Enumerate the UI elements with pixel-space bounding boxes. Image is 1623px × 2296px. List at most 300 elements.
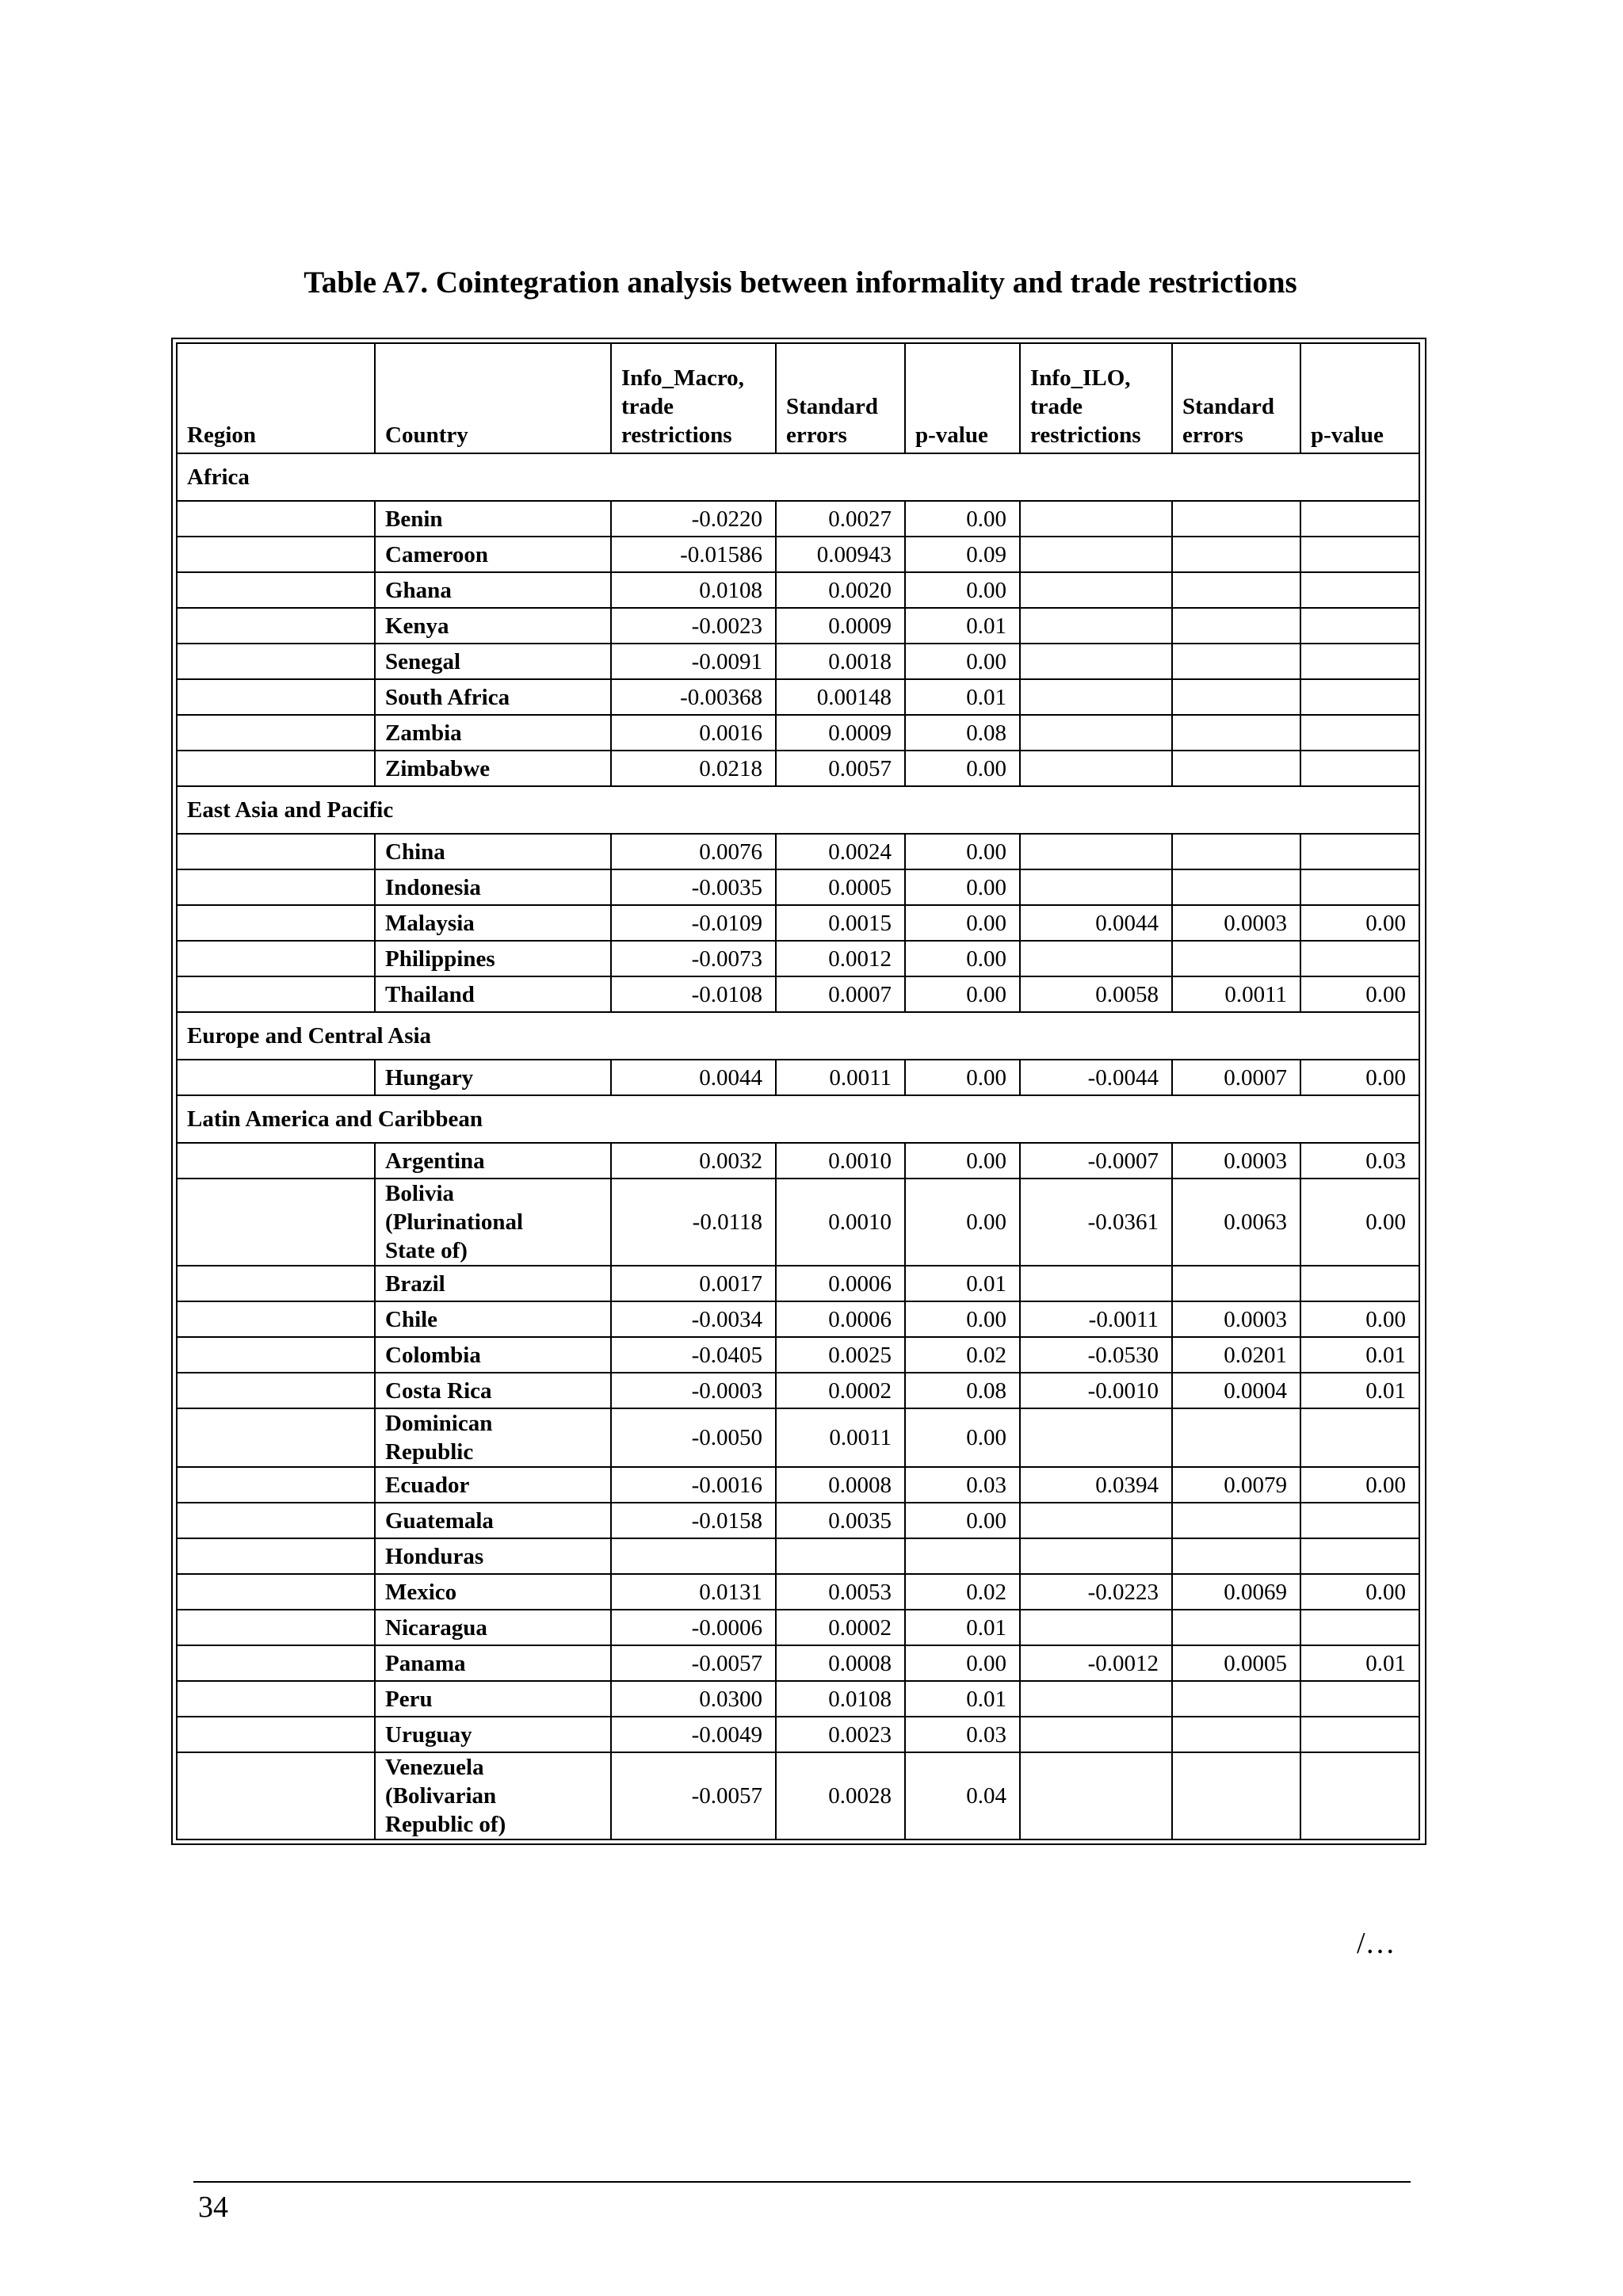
info-ilo-cell: -0.0010 bbox=[1020, 1373, 1172, 1408]
region-cell bbox=[177, 1179, 375, 1266]
country-name-line: Thailand bbox=[385, 981, 475, 1007]
p-value-macro-cell: 0.00 bbox=[905, 1503, 1020, 1538]
country-name-line: Chile bbox=[385, 1306, 438, 1332]
country-cell bbox=[375, 1681, 611, 1717]
country-name-line: Brazil bbox=[385, 1270, 445, 1297]
info-ilo-cell: 0.0058 bbox=[1020, 976, 1172, 1012]
standard-errors-ilo-cell: 0.0069 bbox=[1172, 1574, 1300, 1610]
standard-errors-macro-cell: 0.0008 bbox=[776, 1467, 905, 1503]
standard-errors-macro-cell: 0.0011 bbox=[776, 1060, 905, 1095]
p-value-ilo-cell bbox=[1300, 537, 1419, 572]
info-ilo-cell: 0.0044 bbox=[1020, 905, 1172, 941]
p-value-ilo-cell bbox=[1300, 1266, 1419, 1301]
p-value-ilo-cell: 0.00 bbox=[1300, 1467, 1419, 1503]
standard-errors-ilo-cell bbox=[1172, 1408, 1300, 1467]
p-value-macro-cell: 0.00 bbox=[905, 869, 1020, 905]
header-region: Region bbox=[177, 343, 375, 453]
region-cell bbox=[177, 976, 375, 1012]
country-name-line: Benin bbox=[385, 506, 443, 532]
info-ilo-cell bbox=[1020, 1266, 1172, 1301]
country-cell bbox=[375, 1408, 611, 1467]
info-macro-cell: -0.0158 bbox=[611, 1503, 776, 1538]
table-body bbox=[177, 453, 1419, 1839]
table-row bbox=[177, 1717, 1419, 1752]
country-name-line: Bolivia bbox=[385, 1181, 455, 1206]
table-row bbox=[177, 501, 1419, 537]
p-value-macro-cell: 0.00 bbox=[905, 1645, 1020, 1681]
p-value-macro-cell: 0.04 bbox=[905, 1752, 1020, 1839]
info-macro-cell: 0.0218 bbox=[611, 751, 776, 786]
standard-errors-macro-cell: 0.0053 bbox=[776, 1574, 905, 1610]
header-country: Country bbox=[375, 343, 611, 453]
table-row bbox=[177, 1645, 1419, 1681]
info-ilo-cell: -0.0012 bbox=[1020, 1645, 1172, 1681]
region-cell bbox=[177, 1503, 375, 1538]
p-value-macro-cell: 0.09 bbox=[905, 537, 1020, 572]
info-ilo-cell: -0.0007 bbox=[1020, 1143, 1172, 1179]
region-cell bbox=[177, 834, 375, 869]
p-value-macro-cell: 0.00 bbox=[905, 501, 1020, 537]
country-name-line: Venezuela bbox=[385, 1755, 484, 1780]
country-name-line: Peru bbox=[385, 1686, 433, 1712]
p-value-macro-cell: 0.01 bbox=[905, 1266, 1020, 1301]
standard-errors-macro-cell: 0.00943 bbox=[776, 537, 905, 572]
standard-errors-ilo-cell bbox=[1172, 834, 1300, 869]
country-cell bbox=[375, 1143, 611, 1179]
table-row bbox=[177, 834, 1419, 869]
p-value-macro-cell: 0.00 bbox=[905, 976, 1020, 1012]
table-row bbox=[177, 572, 1419, 608]
info-macro-cell: -0.00368 bbox=[611, 679, 776, 715]
country-name-line: Kenya bbox=[385, 613, 449, 639]
country-name-line: Hungary bbox=[385, 1064, 474, 1091]
info-macro-cell: -0.0109 bbox=[611, 905, 776, 941]
standard-errors-ilo-cell bbox=[1172, 1752, 1300, 1839]
standard-errors-macro-cell: 0.0006 bbox=[776, 1301, 905, 1337]
standard-errors-ilo-cell: 0.0003 bbox=[1172, 1143, 1300, 1179]
country-name-line: (Plurinational bbox=[385, 1209, 524, 1235]
info-macro-cell: 0.0131 bbox=[611, 1574, 776, 1610]
standard-errors-macro-cell: 0.0108 bbox=[776, 1681, 905, 1717]
table-row bbox=[177, 679, 1419, 715]
region-cell bbox=[177, 1301, 375, 1337]
p-value-ilo-cell: 0.03 bbox=[1300, 1143, 1419, 1179]
p-value-macro-cell: 0.08 bbox=[905, 1373, 1020, 1408]
country-name-line: Honduras bbox=[385, 1543, 484, 1569]
info-macro-cell: -0.0006 bbox=[611, 1610, 776, 1645]
country-name-line: Ecuador bbox=[385, 1472, 470, 1498]
p-value-ilo-cell bbox=[1300, 644, 1419, 679]
region-row bbox=[177, 1095, 1419, 1143]
standard-errors-macro-cell: 0.0023 bbox=[776, 1717, 905, 1752]
p-value-macro-cell: 0.00 bbox=[905, 1179, 1020, 1266]
info-ilo-cell bbox=[1020, 1610, 1172, 1645]
table-row bbox=[177, 1467, 1419, 1503]
standard-errors-macro-cell: 0.0018 bbox=[776, 644, 905, 679]
table-row bbox=[177, 644, 1419, 679]
country-name-line: Guatemala bbox=[385, 1507, 494, 1534]
p-value-ilo-cell bbox=[1300, 1752, 1419, 1839]
header-info-macro: Info_Macro, trade restrictions bbox=[611, 343, 776, 453]
region-cell bbox=[177, 1574, 375, 1610]
p-value-macro-cell: 0.03 bbox=[905, 1467, 1020, 1503]
region-label: Europe and Central Asia bbox=[177, 1012, 1419, 1060]
p-value-macro-cell: 0.02 bbox=[905, 1337, 1020, 1373]
info-ilo-cell bbox=[1020, 834, 1172, 869]
standard-errors-macro-cell: 0.0010 bbox=[776, 1179, 905, 1266]
region-cell bbox=[177, 1373, 375, 1408]
region-cell bbox=[177, 905, 375, 941]
table-row bbox=[177, 1337, 1419, 1373]
country-cell bbox=[375, 1373, 611, 1408]
p-value-ilo-cell bbox=[1300, 608, 1419, 644]
p-value-macro-cell: 0.00 bbox=[905, 1408, 1020, 1467]
standard-errors-macro-cell: 0.0005 bbox=[776, 869, 905, 905]
info-macro-cell: -0.0073 bbox=[611, 941, 776, 976]
standard-errors-ilo-cell bbox=[1172, 644, 1300, 679]
table-row bbox=[177, 1060, 1419, 1095]
table-row bbox=[177, 1574, 1419, 1610]
header-p-value-macro: p-value bbox=[905, 343, 1020, 453]
info-macro-cell: -0.0023 bbox=[611, 608, 776, 644]
table-row bbox=[177, 1538, 1419, 1574]
p-value-ilo-cell bbox=[1300, 1538, 1419, 1574]
table-frame bbox=[171, 338, 1426, 1845]
standard-errors-macro-cell: 0.0027 bbox=[776, 501, 905, 537]
standard-errors-macro-cell: 0.00148 bbox=[776, 679, 905, 715]
region-cell bbox=[177, 537, 375, 572]
info-macro-cell: -0.0057 bbox=[611, 1645, 776, 1681]
info-ilo-cell bbox=[1020, 1538, 1172, 1574]
country-cell bbox=[375, 537, 611, 572]
info-macro-cell: 0.0108 bbox=[611, 572, 776, 608]
region-cell bbox=[177, 1143, 375, 1179]
table-title: Table A7. Cointegration analysis between informality and trade restrictions bbox=[304, 266, 1297, 300]
region-cell bbox=[177, 1610, 375, 1645]
p-value-ilo-cell bbox=[1300, 715, 1419, 751]
country-name-line: Mexico bbox=[385, 1579, 457, 1605]
standard-errors-ilo-cell bbox=[1172, 715, 1300, 751]
region-label: Africa bbox=[177, 453, 1419, 501]
country-cell bbox=[375, 501, 611, 537]
country-name-line: Republic bbox=[385, 1439, 474, 1465]
region-row bbox=[177, 786, 1419, 834]
info-macro-cell: -0.0034 bbox=[611, 1301, 776, 1337]
info-ilo-cell: 0.0394 bbox=[1020, 1467, 1172, 1503]
region-cell bbox=[177, 1538, 375, 1574]
country-cell bbox=[375, 1467, 611, 1503]
info-ilo-cell: -0.0044 bbox=[1020, 1060, 1172, 1095]
info-macro-cell: -0.0091 bbox=[611, 644, 776, 679]
country-name-line: Nicaragua bbox=[385, 1614, 487, 1641]
p-value-macro-cell: 0.00 bbox=[905, 644, 1020, 679]
country-cell bbox=[375, 1752, 611, 1839]
p-value-macro-cell: 0.00 bbox=[905, 1060, 1020, 1095]
country-cell bbox=[375, 1717, 611, 1752]
info-macro-cell: -0.0016 bbox=[611, 1467, 776, 1503]
info-macro-cell: -0.0220 bbox=[611, 501, 776, 537]
p-value-ilo-cell: 0.01 bbox=[1300, 1337, 1419, 1373]
country-cell bbox=[375, 715, 611, 751]
header-standard-errors-ilo: Standard errors bbox=[1172, 343, 1300, 453]
table-row bbox=[177, 751, 1419, 786]
country-name-line: Argentina bbox=[385, 1148, 485, 1174]
p-value-macro-cell: 0.02 bbox=[905, 1574, 1020, 1610]
p-value-macro-cell: 0.01 bbox=[905, 608, 1020, 644]
standard-errors-macro-cell: 0.0028 bbox=[776, 1752, 905, 1839]
info-macro-cell: -0.0050 bbox=[611, 1408, 776, 1467]
country-name-line: (Bolivarian bbox=[385, 1783, 497, 1809]
p-value-ilo-cell bbox=[1300, 834, 1419, 869]
info-macro-cell: -0.0049 bbox=[611, 1717, 776, 1752]
table-row bbox=[177, 715, 1419, 751]
region-cell bbox=[177, 1408, 375, 1467]
standard-errors-macro-cell: 0.0020 bbox=[776, 572, 905, 608]
standard-errors-ilo-cell: 0.0079 bbox=[1172, 1467, 1300, 1503]
info-macro-cell: -0.0118 bbox=[611, 1179, 776, 1266]
region-cell bbox=[177, 1060, 375, 1095]
table-row bbox=[177, 537, 1419, 572]
p-value-macro-cell: 0.00 bbox=[905, 572, 1020, 608]
country-cell bbox=[375, 1574, 611, 1610]
country-cell bbox=[375, 1538, 611, 1574]
header-info-ilo: Info_ILO, trade restrictions bbox=[1020, 343, 1172, 453]
country-cell bbox=[375, 976, 611, 1012]
country-name-line: Colombia bbox=[385, 1342, 481, 1368]
p-value-macro-cell: 0.00 bbox=[905, 1143, 1020, 1179]
p-value-macro-cell: 0.00 bbox=[905, 834, 1020, 869]
info-ilo-cell bbox=[1020, 1752, 1172, 1839]
standard-errors-macro-cell: 0.0007 bbox=[776, 976, 905, 1012]
region-cell bbox=[177, 1717, 375, 1752]
info-ilo-cell bbox=[1020, 608, 1172, 644]
region-cell bbox=[177, 501, 375, 537]
p-value-macro-cell: 0.00 bbox=[905, 1301, 1020, 1337]
standard-errors-ilo-cell: 0.0011 bbox=[1172, 976, 1300, 1012]
info-macro-cell: -0.0003 bbox=[611, 1373, 776, 1408]
standard-errors-macro-cell bbox=[776, 1538, 905, 1574]
info-macro-cell: 0.0017 bbox=[611, 1266, 776, 1301]
country-name-line: Republic of) bbox=[385, 1812, 506, 1837]
standard-errors-ilo-cell: 0.0007 bbox=[1172, 1060, 1300, 1095]
p-value-ilo-cell bbox=[1300, 751, 1419, 786]
info-ilo-cell bbox=[1020, 501, 1172, 537]
standard-errors-ilo-cell: 0.0063 bbox=[1172, 1179, 1300, 1266]
header-row bbox=[177, 343, 1419, 453]
p-value-ilo-cell bbox=[1300, 1503, 1419, 1538]
region-cell bbox=[177, 1467, 375, 1503]
country-cell bbox=[375, 1060, 611, 1095]
p-value-ilo-cell: 0.00 bbox=[1300, 976, 1419, 1012]
info-macro-cell: 0.0016 bbox=[611, 715, 776, 751]
standard-errors-macro-cell: 0.0009 bbox=[776, 715, 905, 751]
table-row bbox=[177, 1610, 1419, 1645]
p-value-ilo-cell bbox=[1300, 1408, 1419, 1467]
country-name-line: Uruguay bbox=[385, 1721, 472, 1748]
p-value-ilo-cell: 0.00 bbox=[1300, 1574, 1419, 1610]
table-row bbox=[177, 1503, 1419, 1538]
info-ilo-cell bbox=[1020, 572, 1172, 608]
country-cell bbox=[375, 834, 611, 869]
region-cell bbox=[177, 1645, 375, 1681]
table-row bbox=[177, 1179, 1419, 1266]
country-name-line: Ghana bbox=[385, 577, 452, 603]
standard-errors-ilo-cell bbox=[1172, 1538, 1300, 1574]
country-cell bbox=[375, 1503, 611, 1538]
p-value-ilo-cell bbox=[1300, 1610, 1419, 1645]
info-macro-cell: 0.0044 bbox=[611, 1060, 776, 1095]
standard-errors-ilo-cell: 0.0004 bbox=[1172, 1373, 1300, 1408]
info-ilo-cell bbox=[1020, 751, 1172, 786]
region-cell bbox=[177, 869, 375, 905]
cointegration-table bbox=[176, 342, 1420, 1840]
country-cell bbox=[375, 1645, 611, 1681]
country-cell bbox=[375, 905, 611, 941]
standard-errors-ilo-cell: 0.0201 bbox=[1172, 1337, 1300, 1373]
p-value-macro-cell: 0.01 bbox=[905, 1610, 1020, 1645]
standard-errors-ilo-cell: 0.0003 bbox=[1172, 905, 1300, 941]
info-macro-cell: 0.0076 bbox=[611, 834, 776, 869]
info-ilo-cell bbox=[1020, 1408, 1172, 1467]
country-name-line: Costa Rica bbox=[385, 1377, 492, 1404]
country-name-line: Malaysia bbox=[385, 910, 475, 936]
p-value-ilo-cell: 0.00 bbox=[1300, 905, 1419, 941]
footer-rule bbox=[193, 2181, 1411, 2183]
table-row bbox=[177, 1752, 1419, 1839]
p-value-macro-cell: 0.00 bbox=[905, 941, 1020, 976]
standard-errors-ilo-cell bbox=[1172, 1717, 1300, 1752]
region-cell bbox=[177, 644, 375, 679]
p-value-ilo-cell: 0.01 bbox=[1300, 1373, 1419, 1408]
country-cell bbox=[375, 679, 611, 715]
country-name-line: Cameroon bbox=[385, 541, 488, 567]
region-cell bbox=[177, 572, 375, 608]
header-standard-errors-macro: Standard errors bbox=[776, 343, 905, 453]
info-macro-cell: 0.0300 bbox=[611, 1681, 776, 1717]
table-row bbox=[177, 976, 1419, 1012]
country-cell bbox=[375, 1301, 611, 1337]
p-value-ilo-cell: 0.00 bbox=[1300, 1301, 1419, 1337]
table-row bbox=[177, 1266, 1419, 1301]
country-name-line: South Africa bbox=[385, 684, 510, 710]
table-row bbox=[177, 1143, 1419, 1179]
info-ilo-cell bbox=[1020, 869, 1172, 905]
standard-errors-macro-cell: 0.0057 bbox=[776, 751, 905, 786]
standard-errors-ilo-cell bbox=[1172, 537, 1300, 572]
region-cell bbox=[177, 1681, 375, 1717]
table-row bbox=[177, 905, 1419, 941]
country-name-line: Philippines bbox=[385, 946, 495, 972]
p-value-ilo-cell bbox=[1300, 869, 1419, 905]
info-macro-cell bbox=[611, 1538, 776, 1574]
table-row bbox=[177, 869, 1419, 905]
info-macro-cell: -0.0035 bbox=[611, 869, 776, 905]
region-cell bbox=[177, 941, 375, 976]
standard-errors-macro-cell: 0.0002 bbox=[776, 1610, 905, 1645]
info-ilo-cell bbox=[1020, 644, 1172, 679]
p-value-ilo-cell: 0.00 bbox=[1300, 1179, 1419, 1266]
standard-errors-ilo-cell bbox=[1172, 1503, 1300, 1538]
standard-errors-ilo-cell bbox=[1172, 572, 1300, 608]
region-cell bbox=[177, 608, 375, 644]
standard-errors-ilo-cell bbox=[1172, 1681, 1300, 1717]
standard-errors-ilo-cell: 0.0003 bbox=[1172, 1301, 1300, 1337]
region-cell bbox=[177, 751, 375, 786]
header-p-value-ilo: p-value bbox=[1300, 343, 1419, 453]
standard-errors-macro-cell: 0.0002 bbox=[776, 1373, 905, 1408]
country-cell bbox=[375, 941, 611, 976]
region-label: Latin America and Caribbean bbox=[177, 1095, 1419, 1143]
standard-errors-macro-cell: 0.0012 bbox=[776, 941, 905, 976]
info-ilo-cell bbox=[1020, 1503, 1172, 1538]
country-cell bbox=[375, 1610, 611, 1645]
standard-errors-ilo-cell bbox=[1172, 941, 1300, 976]
country-cell bbox=[375, 644, 611, 679]
p-value-macro-cell: 0.01 bbox=[905, 1681, 1020, 1717]
p-value-macro-cell: 0.03 bbox=[905, 1717, 1020, 1752]
p-value-macro-cell: 0.00 bbox=[905, 751, 1020, 786]
p-value-ilo-cell bbox=[1300, 572, 1419, 608]
info-macro-cell: 0.0032 bbox=[611, 1143, 776, 1179]
standard-errors-macro-cell: 0.0008 bbox=[776, 1645, 905, 1681]
country-name-line: China bbox=[385, 839, 445, 865]
country-name-line: Dominican bbox=[385, 1411, 493, 1436]
country-cell bbox=[375, 1337, 611, 1373]
country-name-line: Senegal bbox=[385, 648, 461, 674]
standard-errors-macro-cell: 0.0024 bbox=[776, 834, 905, 869]
info-macro-cell: -0.0108 bbox=[611, 976, 776, 1012]
standard-errors-ilo-cell bbox=[1172, 751, 1300, 786]
standard-errors-ilo-cell bbox=[1172, 608, 1300, 644]
country-cell bbox=[375, 1179, 611, 1266]
country-name-line: Indonesia bbox=[385, 874, 481, 900]
table-row bbox=[177, 1408, 1419, 1467]
country-cell bbox=[375, 869, 611, 905]
info-ilo-cell bbox=[1020, 679, 1172, 715]
info-ilo-cell: -0.0223 bbox=[1020, 1574, 1172, 1610]
region-cell bbox=[177, 1266, 375, 1301]
region-row bbox=[177, 1012, 1419, 1060]
p-value-macro-cell: 0.00 bbox=[905, 905, 1020, 941]
standard-errors-macro-cell: 0.0006 bbox=[776, 1266, 905, 1301]
country-cell bbox=[375, 1266, 611, 1301]
region-cell bbox=[177, 679, 375, 715]
standard-errors-macro-cell: 0.0025 bbox=[776, 1337, 905, 1373]
country-name-line: State of) bbox=[385, 1238, 468, 1263]
table-row bbox=[177, 1373, 1419, 1408]
info-ilo-cell: -0.0011 bbox=[1020, 1301, 1172, 1337]
p-value-ilo-cell bbox=[1300, 941, 1419, 976]
info-macro-cell: -0.0405 bbox=[611, 1337, 776, 1373]
info-ilo-cell bbox=[1020, 1717, 1172, 1752]
standard-errors-ilo-cell bbox=[1172, 501, 1300, 537]
standard-errors-macro-cell: 0.0035 bbox=[776, 1503, 905, 1538]
table-row bbox=[177, 1301, 1419, 1337]
info-ilo-cell bbox=[1020, 941, 1172, 976]
standard-errors-ilo-cell bbox=[1172, 869, 1300, 905]
standard-errors-ilo-cell bbox=[1172, 1266, 1300, 1301]
table-row bbox=[177, 941, 1419, 976]
country-name-line: Panama bbox=[385, 1650, 466, 1676]
p-value-ilo-cell bbox=[1300, 501, 1419, 537]
standard-errors-macro-cell: 0.0015 bbox=[776, 905, 905, 941]
standard-errors-ilo-cell: 0.0005 bbox=[1172, 1645, 1300, 1681]
p-value-macro-cell: 0.01 bbox=[905, 679, 1020, 715]
info-ilo-cell bbox=[1020, 537, 1172, 572]
standard-errors-macro-cell: 0.0010 bbox=[776, 1143, 905, 1179]
p-value-macro-cell bbox=[905, 1538, 1020, 1574]
region-cell bbox=[177, 1752, 375, 1839]
